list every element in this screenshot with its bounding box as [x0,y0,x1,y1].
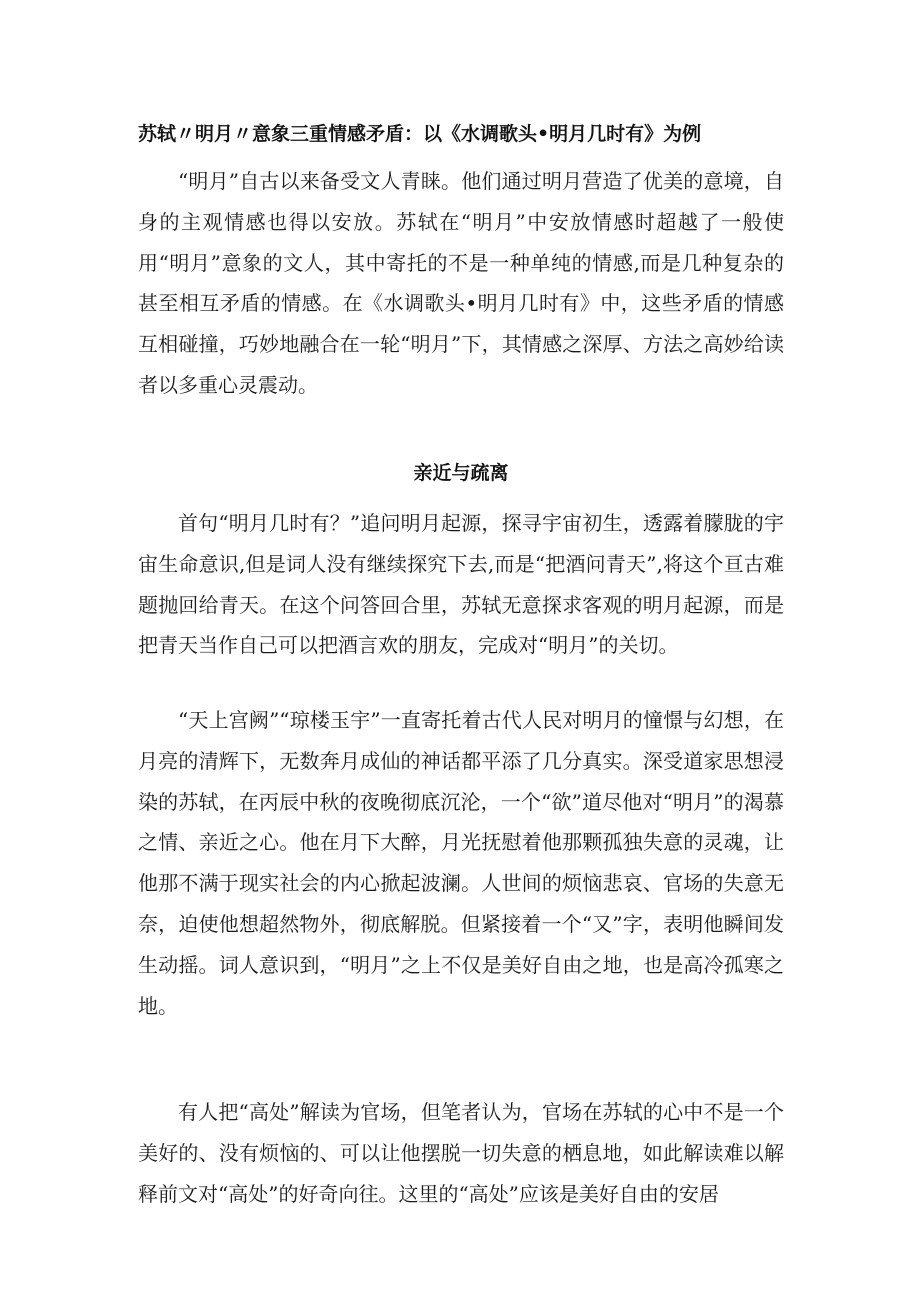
intro-paragraph: “明月”自古以来备受文人青睐。他们通过明月营造了优美的意境，自身的主观情感也得以安放。苏轼在“明月”中安放情感时超越了一般使用“明月”意象的文人，其中寄托的不是一种单纯的情感,而是几种复杂的甚至相互矛盾的情感。在《水调歌头•明月几时有》中，这些矛盾的情感互相碰撞，巧妙地融合在一轮“明月”下，其情感之深厚、方法之高妙给读者以多重心灵震动。 [138,169,784,397]
body-paragraph: “天上宫阙”“琼楼玉宇”一直寄托着古代人民对明月的憧憬与幻想，在月亮的清辉下，无数奔月成仙的神话都平添了几分真实。深受道家思想浸染的苏轼，在丙辰中秋的夜晚彻底沉沦，一个“欲”道尽他对“明月”的渴慕之情、亲近之心。他在月下大醉，月光抚慰着他那颗孤独失意的灵魂，让他那不满于现实社会的内心掀起波澜。人世间的烦恼悲哀、官场的失意无奈，迫使他想超然物外，彻底解脱。但紧接着一个“又”字，表明他瞬间发生动摇。词人意识到，“明月”之上不仅是美好自由之地，也是高冷孤寒之地。 [138,708,784,1018]
body-paragraph: 有人把“高处”解读为官场，但笔者认为，官场在苏轼的心中不是一个美好的、没有烦恼的、可以让他摆脱一切失意的栖息地，如此解读难以解释前文对“高处”的好奇向往。这里的“高处”应该是美好自由的安居 [138,1100,784,1206]
body-paragraph: 首句“明月几时有？”追问明月起源，探寻宇宙初生，透露着朦胧的宇宙生命意识,但是词人没有继续探究下去,而是“把酒问青天”,将这个亘古难题抛回给青天。在这个问答回合里，苏轼无意探求客观的明月起源，而是把青天当作自己可以把酒言欢的朋友，完成对“明月”的关切。 [138,511,784,658]
document-title: 苏轼〃明月〃意象三重情感矛盾：以《水调歌头•明月几时有》为例 [138,123,702,145]
section-heading: 亲近与疏离 [413,462,509,484]
